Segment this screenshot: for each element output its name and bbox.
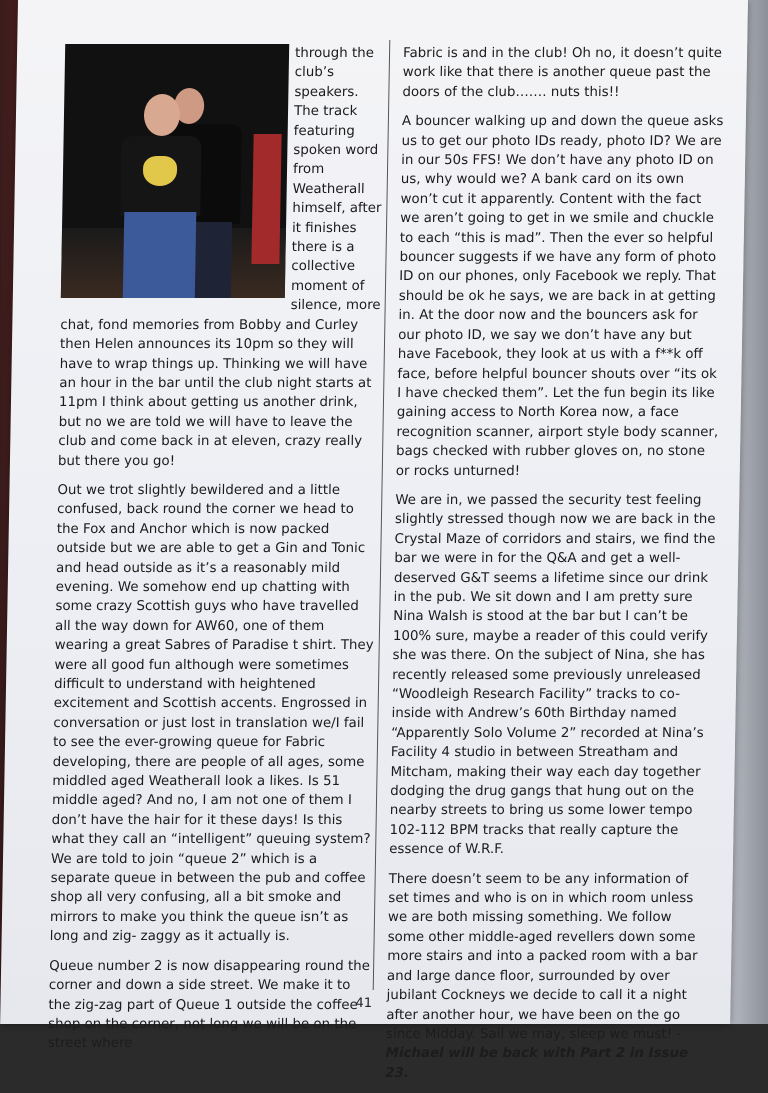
left-column: [47, 44, 387, 1064]
right-paragraph-3: We are in, we passed the security test feeling slightly stressed though now we are back in the Crystal Maze of corridors and stairs, we find the bar we were in for the Q&A and get a well-deserved G&T seems a lifetime since our drink in the pub. We sit down and I am pretty sure Nina Walsh is stood at the bar but I can’t be 100% sure, maybe a reader of this could verify she was there. On the subject of Nina, she has recently released some previously unreleased “Woodleigh Research Facility” tracks to co-inside with Andrew’s 60th Birthday named “Apparently Solo Volume 2” recorded at Nina’s Facility 4 studio in between Streatham and Mitcham, making their way each day together dodging the drug gangs that hung out on the nearby streets to bring us some lower tempo 102-112 BPM tracks that really capture the essence of W.R.F.: [389, 492, 716, 858]
right-paragraph-4-text: There doesn’t seem to be any information of set times and who is on in which room unless we are both missing something. We follow some other middle-aged revellers down some more stairs and into a packed room with a bar and large dance floor, surrounded by over jubilant Cockneys we decide to call it a night after another hour, we have been on the go since Midday. Sail we may, sleep we must! -: [385, 871, 698, 1042]
right-column: [385, 44, 725, 1093]
left-paragraph-2: Out we trot slightly bewildered and a little confused, back round the corner we head to the Fox and Anchor which is now packed outside but we are able to get a Gin and Tonic and head outside as it’s a reasonably mild evening. We somehow end up chatting with some crazy Scottish guys who have travelled all the way down for AW60, one of them wearing a great Sabres of Paradise t shirt. They were all good fun although were sometimes difficult to understand with heightened excitement and Scottish accents. Engrossed in conversation or just lost in translation we/I fail to see the ever-growing queue for Fabric developing, there are people of all ages, some middled aged Weatherall look a likes. Is 51 middle aged? And no, I am not one of them I don’t have the hair for it these days! Is this what they call an “intelligent” queuing system? We are told to join “queue 2” which is a separate queue in between the pub and coffee shop all very confusing, all a bit smoke and mirrors to make you think the queue isn’t as long and zig- zaggy as it actually is.: [49, 482, 374, 945]
left-paragraph-1: through the club’s speakers. The track featuring spoken word from Weatherall himself, after it finishes there is a collective moment of silence, more chat, fond memories from Bobby and Curley then Helen announces its 10pm so they will have to wrap things up. Thinking we will have an hour in the bar until the club night starts at 11pm I think about getting us another drink, but no we are told we will have to leave the club and come back in at eleven, crazy really but there you go!: [57, 46, 382, 469]
right-paragraph-1: Fabric is and in the club! Oh no, it doesn’t quite work like that there is another queue past the doors of the club……. nuts this!!: [402, 46, 723, 100]
page-number: 41: [355, 996, 373, 1011]
author-signoff: Michael will be back with Part 2 in Issue 23.: [385, 1046, 689, 1081]
left-paragraph-3: Queue number 2 is now disappearing round the corner and down a side street. We make it to the zig-zag part of Queue 1 outside the coffee shop on the corner, not long we will be on the street where: [47, 958, 371, 1052]
right-paragraph-2: A bouncer walking up and down the queue asks us to get our photo IDs ready, photo ID? We are in our 50s FFS! We don’t have any photo ID on us, why would we? A bank card on its own won’t cut it apparently. Content with the fact we aren’t going to get in we smile and chuckle to each “this is mad”. Then the ever so helpful bouncer suggests if we have any form of photo ID on our phones, only Facebook we reply. That should be ok he says, we are back in at getting in. At the door now and the bouncers ask for our photo ID, we say we don’t have any but have Facebook, they look at us with a f**k off face, before helpful bouncer shouts over “its ok I have checked them”. Let the fun begin its like gaining access to North Korea now, a face recognition scanner, airport style body scanner, bags checked with rubber gloves on, no stone or rocks unturned!: [395, 114, 724, 479]
club-photo: [61, 44, 289, 298]
right-paragraph-4: [385, 870, 711, 1083]
